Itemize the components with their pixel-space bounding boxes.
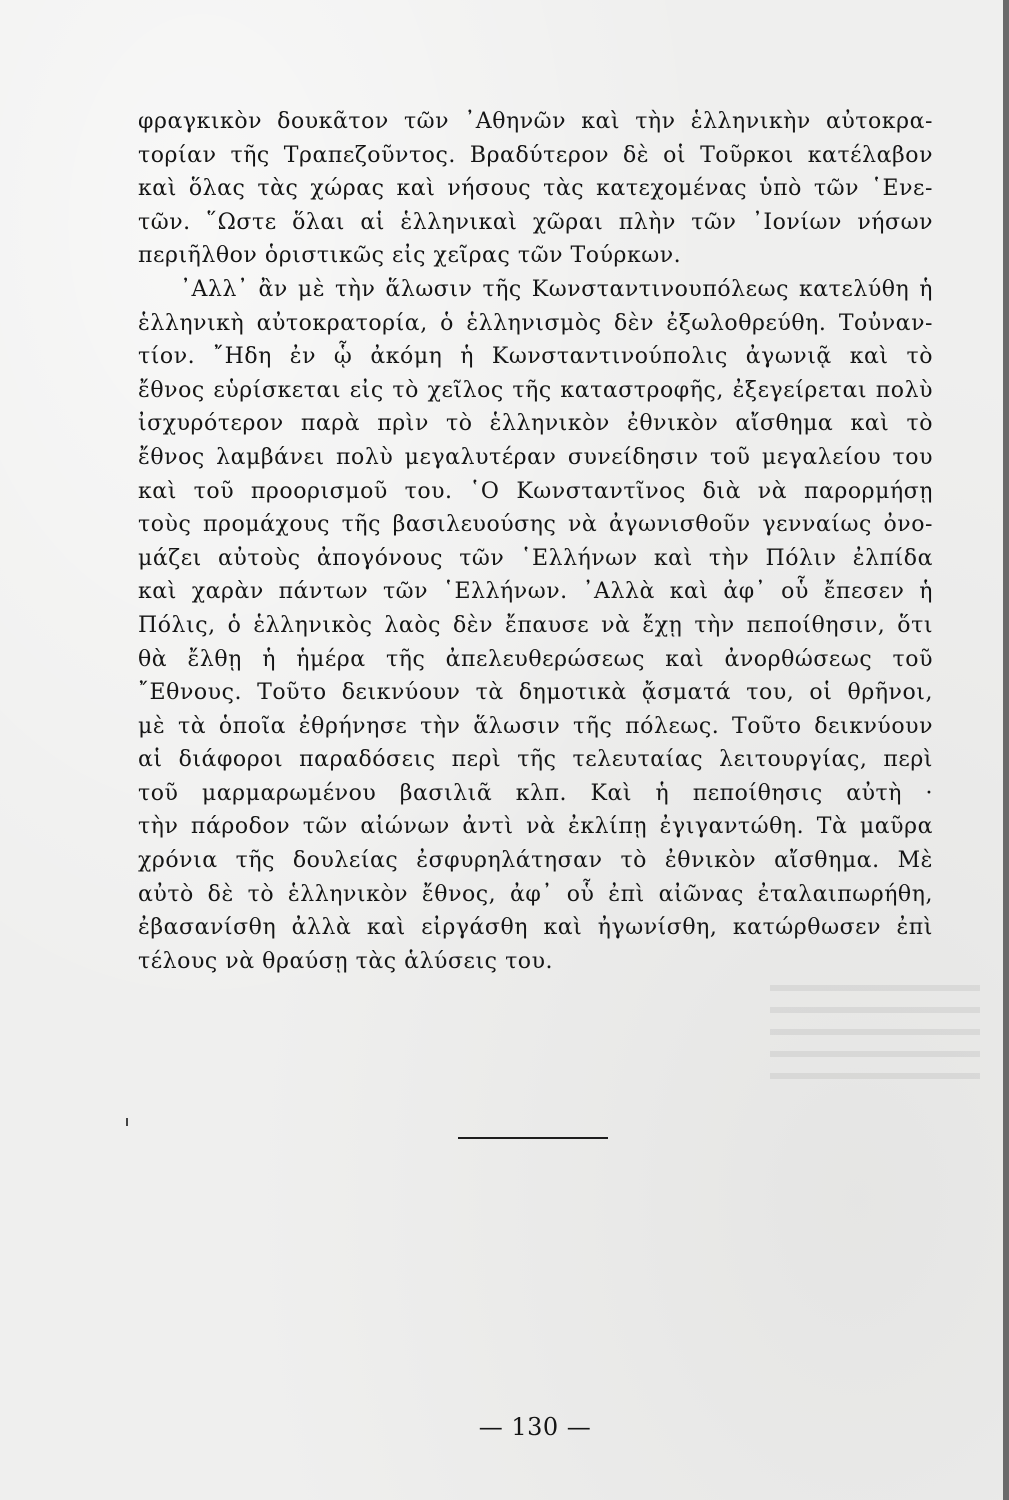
text-line: ᾿Αλλ᾿ ἂν μὲ τὴν ἅλωσιν τῆς Κωνσταντινουπόλεως κατελύθη ἡ	[180, 276, 933, 302]
text-line: τίον. ῎Ηδη ἐν ᾧ ἀκόμη ἡ Κωνσταντινούπολις ἀγωνιᾷ καὶ τὸ	[138, 344, 933, 370]
text-line: ἔθνος εὑρίσκεται εἰς τὸ χεῖλος τῆς καταστροφῆς, ἐξεγείρεται πολὺ	[138, 377, 933, 403]
show-through-text	[770, 985, 980, 1095]
text-line: φραγκικὸν δουκᾶτον τῶν ᾿Αθηνῶν καὶ τὴν ἑλληνικὴν αὐτοκρα-	[138, 109, 933, 134]
text-line: ἑλληνικὴ αὐτοκρατορία, ὁ ἑλληνισμὸς δὲν ἐξωλοθρεύθη. Τοὐναν-	[138, 310, 933, 336]
page-edge-shadow	[1003, 0, 1009, 1500]
text-line: τοῦ μαρμαρωμένου βασιλιᾶ κλπ. Καὶ ἡ πεποίθησις αὐτὴ ·	[138, 780, 933, 806]
body-text	[138, 105, 933, 978]
text-line: ἐβασανίσθη ἀλλὰ καὶ εἰργάσθη καὶ ἠγωνίσθη, κατώρθωσεν ἐπὶ	[138, 915, 933, 941]
text-line: μάζει αὐτοὺς ἀπογόνους τῶν ῾Ελλήνων καὶ τὴν Πόλιν ἐλπίδα	[138, 545, 933, 571]
text-line: θὰ ἔλθῃ ἡ ἡμέρα τῆς ἀπελευθερώσεως καὶ ἀνορθώσεως τοῦ	[138, 646, 933, 672]
text-line: ἔθνος λαμβάνει πολὺ μεγαλυτέραν συνείδησιν τοῦ μεγαλείου του	[138, 444, 933, 470]
page-number: — 130 —	[478, 1413, 592, 1441]
text-line: αἱ διάφοροι παραδόσεις περὶ τῆς τελευταίας λειτουργίας, περὶ	[138, 747, 933, 773]
text-line: ἰσχυρότερον παρὰ πρὶν τὸ ἑλληνικὸν ἐθνικὸν αἴσθημα καὶ τὸ	[138, 411, 933, 437]
text-line: τοὺς προμάχους τῆς βασιλευούσης νὰ ἀγωνισθοῦν γενναίως ὀνο-	[138, 512, 933, 538]
section-divider	[458, 1137, 608, 1139]
text-line: καὶ τοῦ προορισμοῦ του. ῾Ο Κωνσταντῖνος διὰ νὰ παρορμήσῃ	[138, 478, 933, 504]
text-line: Πόλις, ὁ ἑλληνικὸς λαὸς δὲν ἔπαυσε νὰ ἔχῃ τὴν πεποίθησιν, ὅτι	[138, 612, 933, 638]
text-line: ῎Εθνους. Τοῦτο δεικνύουν τὰ δημοτικὰ ᾄσματά του, οἱ θρῆνοι,	[138, 680, 933, 706]
text-line: τῶν. ῞Ωστε ὅλαι αἱ ἑλληνικαὶ χῶραι πλὴν τῶν ᾿Ιονίων νήσων	[138, 209, 933, 235]
text-line: χρόνια τῆς δουλείας ἐσφυρηλάτησαν τὸ ἐθνικὸν αἴσθημα. Μὲ	[138, 848, 933, 874]
text-line: τορίαν τῆς Τραπεζοῦντος. Βραδύτερον δὲ οἱ Τοῦρκοι κατέλαβον	[138, 142, 933, 168]
text-line: καὶ χαρὰν πάντων τῶν ῾Ελλήνων. ᾿Αλλὰ καὶ ἀφ᾿ οὗ ἔπεσεν ἡ	[138, 579, 933, 605]
text-line: περιῆλθον ὁριστικῶς εἰς χεῖρας τῶν Τούρκων.	[138, 243, 682, 269]
text-line: τὴν πάροδον τῶν αἰώνων ἀντὶ νὰ ἐκλίπῃ ἐγιγαντώθη. Τὰ μαῦρα	[138, 814, 933, 840]
margin-mark	[126, 1118, 128, 1126]
text-line: αὐτὸ δὲ τὸ ἑλληνικὸν ἔθνος, ἀφ᾿ οὗ ἐπὶ αἰῶνας ἐταλαιπωρήθη,	[138, 881, 933, 907]
text-line: καὶ ὅλας τὰς χώρας καὶ νήσους τὰς κατεχομένας ὑπὸ τῶν ῾Ενε-	[138, 176, 933, 202]
text-line: μὲ τὰ ὁποῖα ἐθρήνησε τὴν ἅλωσιν τῆς πόλεως. Τοῦτο δεικνύουν	[138, 713, 933, 739]
text-line: τέλους νὰ θραύσῃ τὰς ἁλύσεις του.	[138, 948, 554, 974]
